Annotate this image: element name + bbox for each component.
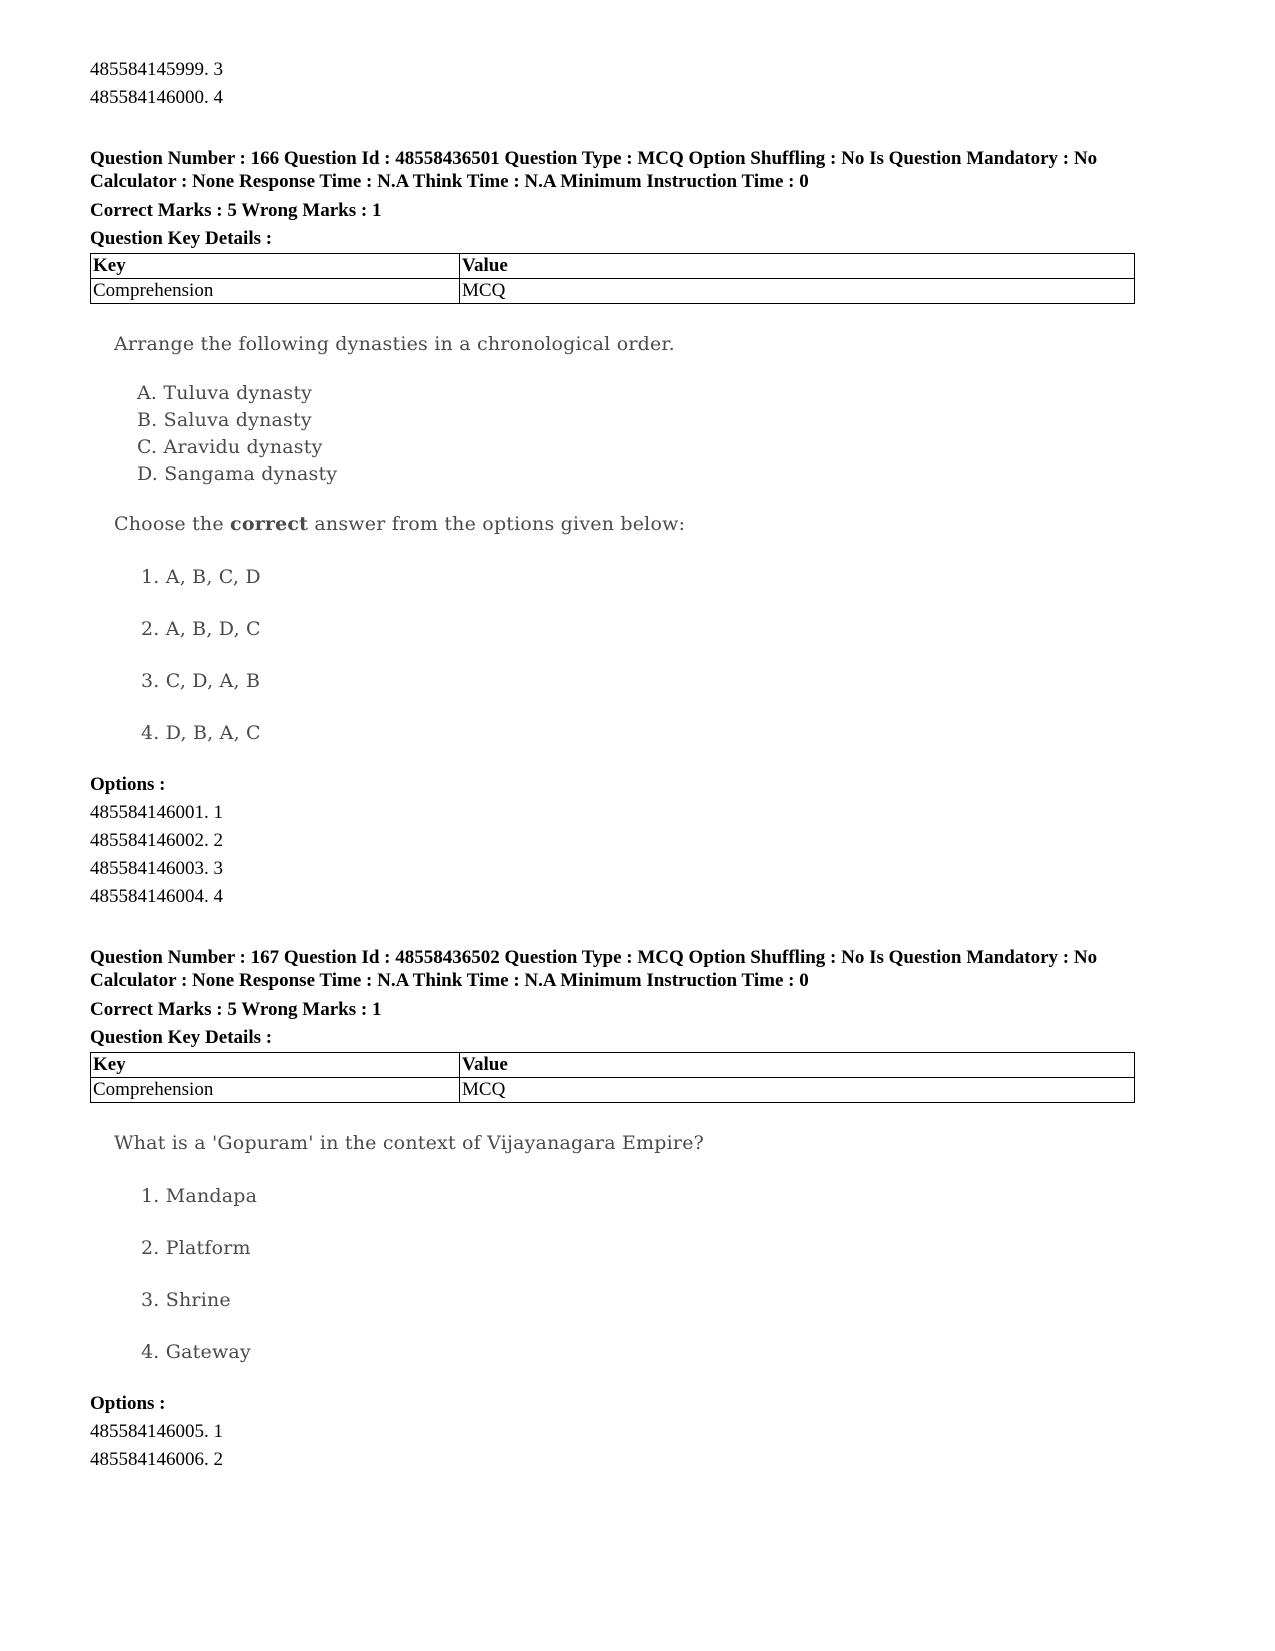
option-id-line: 485584146005. 1 xyxy=(90,1421,223,1442)
options-section xyxy=(90,1390,1190,1474)
table-header-key: Key xyxy=(91,1053,460,1078)
answer-item: 2. Platform xyxy=(141,1237,251,1259)
table-cell-key: Comprehension xyxy=(91,279,460,304)
statement-list xyxy=(90,380,1190,488)
answer-item: 4. D, B, A, C xyxy=(141,722,261,744)
question-image xyxy=(90,331,1190,746)
instruction-post: answer from the options given below: xyxy=(308,513,686,535)
answer-list xyxy=(90,564,1190,746)
key-details-label: Question Key Details : xyxy=(90,228,273,249)
key-details-label: Question Key Details : xyxy=(90,1027,273,1048)
question-stem: Arrange the following dynasties in a chronological order. xyxy=(114,333,675,355)
marks-line: Correct Marks : 5 Wrong Marks : 1 xyxy=(90,200,382,221)
answer-item: 3. Shrine xyxy=(141,1289,231,1311)
marks-line: Correct Marks : 5 Wrong Marks : 1 xyxy=(90,999,382,1020)
question-image xyxy=(90,1130,1190,1365)
option-id-line: 485584146004. 4 xyxy=(90,886,223,907)
answer-item: 1. A, B, C, D xyxy=(141,566,261,588)
table-row xyxy=(91,1078,1135,1103)
options-label: Options : xyxy=(90,1393,166,1414)
table-cell-value: MCQ xyxy=(460,279,1135,304)
question-stem: What is a 'Gopuram' in the context of Vijayanagara Empire? xyxy=(114,1132,705,1154)
answer-item: 4. Gateway xyxy=(141,1341,251,1363)
table-header-row xyxy=(91,254,1135,279)
question-key-table xyxy=(90,1052,1135,1103)
options-label: Options : xyxy=(90,774,166,795)
answer-item: 1. Mandapa xyxy=(141,1185,258,1207)
statement-item: C. Aravidu dynasty xyxy=(137,436,323,458)
document-page xyxy=(90,56,1190,1474)
question-key-table xyxy=(90,253,1135,304)
answer-list xyxy=(90,1183,1190,1365)
options-section xyxy=(90,771,1190,911)
answer-item: 2. A, B, D, C xyxy=(141,618,261,640)
statement-item: D. Sangama dynasty xyxy=(137,463,338,485)
option-id-line: 485584146001. 1 xyxy=(90,802,223,823)
table-row xyxy=(91,279,1135,304)
question-166-block xyxy=(90,147,1190,911)
table-header-value: Value xyxy=(460,254,1135,279)
table-header-value: Value xyxy=(460,1053,1135,1078)
question-header: Question Number : 167 Question Id : 48558436502 Question Type : MCQ Option Shuffling : No Is Question Mandatory : No Calculator : None Response Time : N.A Think Time : N.A Minimum Instruction Time : 0 xyxy=(90,947,1098,991)
option-id-line: 485584146003. 3 xyxy=(90,858,223,879)
statement-item: B. Saluva dynasty xyxy=(137,409,312,431)
statement-item: A. Tuluva dynasty xyxy=(137,382,313,404)
instruction-line xyxy=(90,511,1190,537)
table-cell-value: MCQ xyxy=(460,1078,1135,1103)
option-id-line: 485584146000. 4 xyxy=(90,87,223,108)
previous-question-options xyxy=(90,56,1190,112)
table-header-key: Key xyxy=(91,254,460,279)
question-header: Question Number : 166 Question Id : 48558436501 Question Type : MCQ Option Shuffling : No Is Question Mandatory : No Calculator : None Response Time : N.A Think Time : N.A Minimum Instruction Time : 0 xyxy=(90,148,1098,192)
instruction-pre: Choose the xyxy=(114,513,231,535)
question-167-block xyxy=(90,946,1190,1474)
instruction-bold: correct xyxy=(230,513,309,535)
answer-item: 3. C, D, A, B xyxy=(141,670,261,692)
option-id-line: 485584145999. 3 xyxy=(90,59,223,80)
table-cell-key: Comprehension xyxy=(91,1078,460,1103)
table-header-row xyxy=(91,1053,1135,1078)
option-id-line: 485584146002. 2 xyxy=(90,830,223,851)
option-id-line: 485584146006. 2 xyxy=(90,1449,223,1470)
